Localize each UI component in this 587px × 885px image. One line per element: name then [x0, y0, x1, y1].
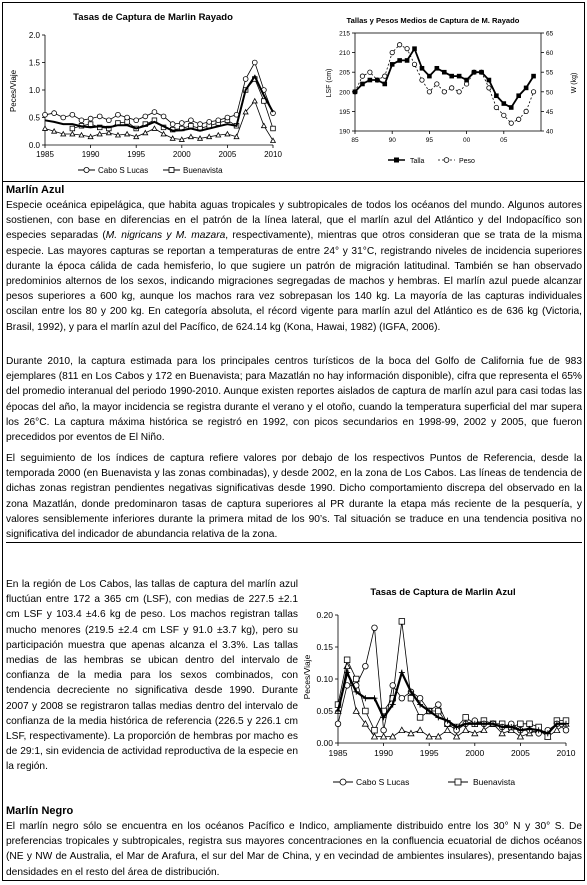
- data-point: [524, 86, 529, 91]
- data-point: [457, 74, 462, 79]
- paragraph-azul-descripcion: [6, 198, 582, 335]
- y-tick-label: 1.0: [28, 86, 40, 95]
- data-point: [463, 715, 469, 721]
- y-tick-label: 215: [339, 30, 350, 38]
- data-point: [509, 105, 514, 110]
- data-point: [464, 78, 469, 83]
- data-point: [125, 132, 130, 136]
- data-point: [43, 126, 48, 130]
- data-point: [436, 702, 442, 708]
- x-tick-label: 2010: [556, 748, 576, 758]
- data-point: [363, 708, 369, 714]
- data-point: [517, 734, 523, 739]
- data-point: [360, 82, 365, 87]
- data-point: [481, 727, 487, 732]
- x-tick-label: 1985: [328, 748, 348, 758]
- section-title-marlin-negro: Marlín Negro: [6, 805, 74, 817]
- data-point: [70, 126, 75, 131]
- data-point: [161, 114, 166, 119]
- data-point: [516, 93, 521, 98]
- data-point: [88, 122, 93, 127]
- paragraph-azul-captura-2010: Durante 2010, la captura estimada para los principales centros turísticos de la boca del Golfo de California fue de 983 ejemplares (811 en Los Cabos y 172 en Buenavista; para Mazatlán no hay información disponible), cifra que representa el 65% del promedio interanual del periodo 1990-2010. Aunque existen reportes aislados de captura de marlín azul para casi todas las épocas del año, la mayor incidencia se registra durante el verano y el otoño, cuando la temperatura superficial del mar supera los 26°C. La captura máxima histórica se registró en 1992, con picos secundarios en 1998-99, 2002 y 2005, que fueron precedidos por eventos de El Niño.: [6, 356, 582, 444]
- data-point: [381, 727, 387, 733]
- data-point: [399, 619, 405, 625]
- data-point: [494, 105, 498, 109]
- data-point: [390, 62, 395, 67]
- y2-tick-label: 40: [546, 128, 554, 136]
- data-point: [97, 114, 102, 119]
- chart-tallas-pesos-rayado: [293, 3, 583, 179]
- data-point: [412, 46, 417, 51]
- data-point: [472, 730, 478, 735]
- data-point: [531, 74, 536, 79]
- data-point: [427, 74, 432, 79]
- data-point: [261, 123, 266, 127]
- data-point: [252, 99, 257, 103]
- y-axis-label: Peces/Viaje: [302, 654, 312, 700]
- data-point: [372, 625, 378, 631]
- data-point: [524, 109, 528, 113]
- data-point: [375, 78, 380, 83]
- data-point: [152, 110, 157, 115]
- data-point: [417, 715, 423, 721]
- x-tick-label: 2005: [510, 748, 530, 758]
- data-point: [216, 118, 221, 123]
- data-point: [509, 121, 513, 125]
- data-point: [271, 138, 276, 142]
- data-point: [79, 118, 84, 123]
- x-tick-label: 1985: [36, 150, 54, 159]
- x-tick-label: 2005: [218, 150, 237, 159]
- data-point: [408, 730, 414, 735]
- data-point: [502, 101, 507, 106]
- data-point: [405, 58, 410, 63]
- data-point: [335, 721, 341, 727]
- legend-label: Cabo S Lucas: [98, 166, 149, 175]
- data-point: [390, 50, 394, 54]
- data-point: [420, 78, 424, 82]
- data-point: [487, 78, 492, 83]
- data-point: [472, 70, 477, 75]
- y-tick-label: 2.0: [28, 31, 40, 40]
- legend-label: Buenavista: [183, 166, 223, 175]
- data-point: [487, 86, 491, 90]
- data-point: [435, 82, 439, 86]
- data-point: [463, 727, 469, 732]
- x-tick-label: 1995: [419, 748, 439, 758]
- y-tick-label: 0.10: [316, 674, 333, 684]
- data-point: [527, 721, 533, 727]
- y-axis-label: Peces/Viaje: [9, 69, 18, 113]
- x-tick-label: 1995: [127, 150, 146, 159]
- y-axis-right-label: W (kg): [571, 72, 578, 94]
- x-tick-label: 2010: [264, 150, 282, 159]
- data-point: [52, 111, 57, 116]
- series-line: [355, 45, 534, 123]
- data-point: [225, 132, 230, 136]
- page: [2, 2, 585, 881]
- y2-tick-label: 45: [546, 108, 554, 116]
- x-tick-label: 95: [425, 137, 434, 144]
- data-point: [449, 74, 454, 79]
- x-tick-label: 05: [500, 137, 508, 144]
- data-point: [43, 112, 48, 117]
- data-point: [464, 82, 468, 86]
- chart-title: Tasas de Captura de Marlin Azul: [370, 587, 516, 598]
- data-point: [368, 78, 373, 83]
- y-tick-label: 210: [339, 50, 350, 58]
- y-tick-label: 190: [339, 128, 350, 136]
- top-charts-panel: [3, 3, 584, 182]
- x-tick-label: 2000: [465, 748, 485, 758]
- data-point: [143, 114, 148, 119]
- data-point: [243, 77, 248, 82]
- chart-legend: [333, 777, 515, 787]
- data-point: [189, 134, 194, 138]
- data-point: [368, 70, 372, 74]
- data-point: [106, 118, 111, 123]
- paragraph-azul-indices: El seguimiento de los índices de captura refiere valores por debajo de los respectivos Puntos de Referencia, desde la temporada 2000 (en Buenavista y las zonas combinadas), y desde 2002, en la zona de Los Cabos. Las líneas de tendencia de dichas zonas registran pendientes negativas significativas desde 1990. Dicho comportamiento discrepa del observado en la zona Mazatlán, donde predominaron tasas de captura superiores al PR durante la etapa más reciente de la pesquería, y valores sensiblemente inferiores durante la primera mitad de los 90’s. Tal situación se traduce en una tendencia positiva no significativa del indicador de abundancia relativa de la zona.: [6, 451, 582, 543]
- data-point: [70, 112, 75, 117]
- data-point: [116, 112, 121, 117]
- data-point: [399, 727, 405, 732]
- species-names: M. nigricans y M. mazara: [105, 230, 226, 242]
- data-point: [170, 122, 175, 127]
- data-point: [252, 60, 257, 65]
- data-point: [88, 116, 93, 121]
- data-point: [397, 43, 401, 47]
- y-tick-label: 0.15: [316, 642, 333, 652]
- data-point: [563, 727, 569, 733]
- x-tick-label: 85: [351, 137, 359, 144]
- data-point: [207, 120, 212, 125]
- data-point: [427, 90, 431, 94]
- data-point: [198, 122, 203, 127]
- y-tick-label: 0.05: [316, 706, 333, 716]
- data-point: [189, 123, 194, 128]
- y-tick-label: 200: [339, 89, 350, 97]
- y-tick-label: 205: [339, 69, 350, 77]
- data-point: [405, 46, 409, 50]
- y-tick-label: 195: [339, 108, 350, 116]
- data-point: [61, 115, 66, 120]
- data-point: [125, 115, 130, 120]
- chart-title: Tallas y Pesos Medios de Captura de M. Rayado: [346, 16, 520, 25]
- data-point: [353, 90, 358, 95]
- data-point: [531, 90, 535, 94]
- data-point: [382, 82, 387, 87]
- legend-label: Talla: [410, 158, 425, 165]
- chart-marlin-rayado: [3, 3, 293, 179]
- text-span: Especie oceánica epipelágica, que habita aguas tropicales y subtropicales de todos los océanos del mundo. Algunos autores sostienen, con base en diferencias en el patrón de la línea lateral, que el marlín azul del Atlántico y del Indopacífico son especies separadas (: [6, 200, 582, 242]
- series-line: [338, 628, 566, 734]
- y2-tick-label: 55: [546, 69, 554, 77]
- legend-label: Buenavista: [473, 777, 516, 787]
- data-point: [390, 683, 396, 689]
- y2-tick-label: 65: [546, 30, 554, 38]
- data-point: [362, 721, 368, 726]
- y-tick-label: 0.5: [28, 113, 40, 123]
- x-tick-label: 2000: [172, 150, 191, 159]
- chart-marlin-azul: [298, 577, 584, 812]
- section-title-marlin-azul: Marlín Azul: [6, 184, 65, 196]
- data-point: [344, 657, 350, 663]
- y-tick-label: 1.5: [28, 58, 40, 68]
- y2-tick-label: 50: [546, 89, 554, 97]
- data-point: [502, 113, 506, 117]
- x-tick-label: 00: [462, 137, 471, 144]
- data-point: [516, 117, 520, 121]
- data-point: [143, 131, 148, 135]
- data-point: [454, 734, 460, 739]
- data-point: [442, 90, 446, 94]
- data-point: [412, 62, 416, 66]
- data-point: [435, 66, 440, 71]
- data-point: [417, 727, 423, 732]
- data-point: [134, 118, 139, 123]
- text-span: , respectivamente), mientras que otros consideran que se trata de la misma especie. Las mayores capturas se reportan a temperaturas de entre 24° y 31°C, registrando niveles de incidencia superiores durante la época cálida de cada hemisferio, lo que sugiere un patrón de migración latitudinal. También se han observado predominios alternos de los sexos, indicando migraciones segregadas de machos y hembras. El marlín azul puede alcanzar pesos superiores a 600 kg, aunque los machos rara vez sobrepasan los 140 kg. La mayoría de las capturas individuales oscilan entre los 80 y 200 kg. En categoría absoluta, el récord vigente para marlín azul del Atlántico es de 636 kg (Victoria, Brasil, 1992), y para el marlín azul del Pacífico, de 624.14 kg (Kona, Hawai, 1982) (IGFA, 2006).: [6, 230, 582, 333]
- data-point: [518, 721, 524, 727]
- y-tick-label: 0.20: [316, 610, 333, 620]
- data-point: [363, 663, 369, 669]
- data-point: [494, 93, 499, 98]
- chart-legend: [78, 166, 223, 175]
- x-tick-label: 90: [388, 137, 396, 144]
- data-point: [189, 118, 194, 123]
- paragraph-azul-tallas: En la región de Los Cabos, las tallas de captura del marlín azul fluctúan entre 172 a 365 cm (LSF), con medias de 227.5 ±2.1 cm LSF y 103.4 ±4.6 kg de peso. Los machos registran tallas mucho menores (219.5 ±2.4 cm LSF y 91.0 ±3.7 kg), pero su participación muestra que apenas alcanza el 3.3%. Las tallas medias de las hembras se ubican dentro del intervalo de confianza de la media para los sexos combinados, con tendencia decreciente no significativa desde 1990. Durante 2007 y 2008 se registraron tallas medias dentro del intervalo de confianza de la media histórica de referencia (226.5 y 226.1 cm LSF, respectivamente). La proporción de hembras por macho es de 29:1, sin evidencia de actividad reproductiva de la especie en la región.: [6, 579, 298, 773]
- y-tick-label: 0.00: [316, 738, 333, 748]
- data-point: [399, 695, 405, 701]
- y-axis-left-label: LSF (cm): [326, 68, 333, 98]
- data-point: [554, 727, 560, 732]
- data-point: [353, 708, 359, 713]
- data-point: [457, 90, 461, 94]
- data-point: [360, 74, 364, 78]
- x-tick-label: 1990: [374, 748, 394, 758]
- data-point: [444, 727, 450, 732]
- data-point: [225, 115, 230, 120]
- x-tick-label: 1990: [81, 150, 100, 159]
- paragraph-negro-descripcion: El marlín negro sólo se encuentra en los océanos Pacífico e Indico, ampliamente distribuido entre los 30° N y 30° S. De preferencias tropicales y subtropicales, registra sus mayores concentraciones en la confluencia ecuatorial de dichos océanos (NE y NW de Australia, el Mar de Arafura, el sur del Mar de China, y en vecindad de ambientes insulares), presentando bajas densidades en el resto del área de distribución.: [6, 821, 582, 878]
- y-tick-label: 0.0: [28, 141, 40, 150]
- y2-tick-label: 60: [546, 50, 554, 58]
- chart-legend: [388, 158, 475, 166]
- series-line: [45, 76, 273, 130]
- data-point: [179, 121, 184, 126]
- data-point: [397, 58, 402, 63]
- data-point: [161, 132, 166, 136]
- data-point: [170, 136, 175, 140]
- data-point: [152, 126, 157, 130]
- data-point: [442, 70, 447, 75]
- data-point: [479, 70, 484, 75]
- legend-label: Peso: [459, 158, 475, 165]
- chart-title: Tasas de Captura de Marlin Rayado: [73, 12, 233, 23]
- legend-label: Cabo S Lucas: [356, 777, 410, 787]
- data-point: [420, 66, 425, 71]
- data-point: [450, 86, 454, 90]
- data-point: [271, 126, 276, 131]
- data-point: [372, 727, 378, 733]
